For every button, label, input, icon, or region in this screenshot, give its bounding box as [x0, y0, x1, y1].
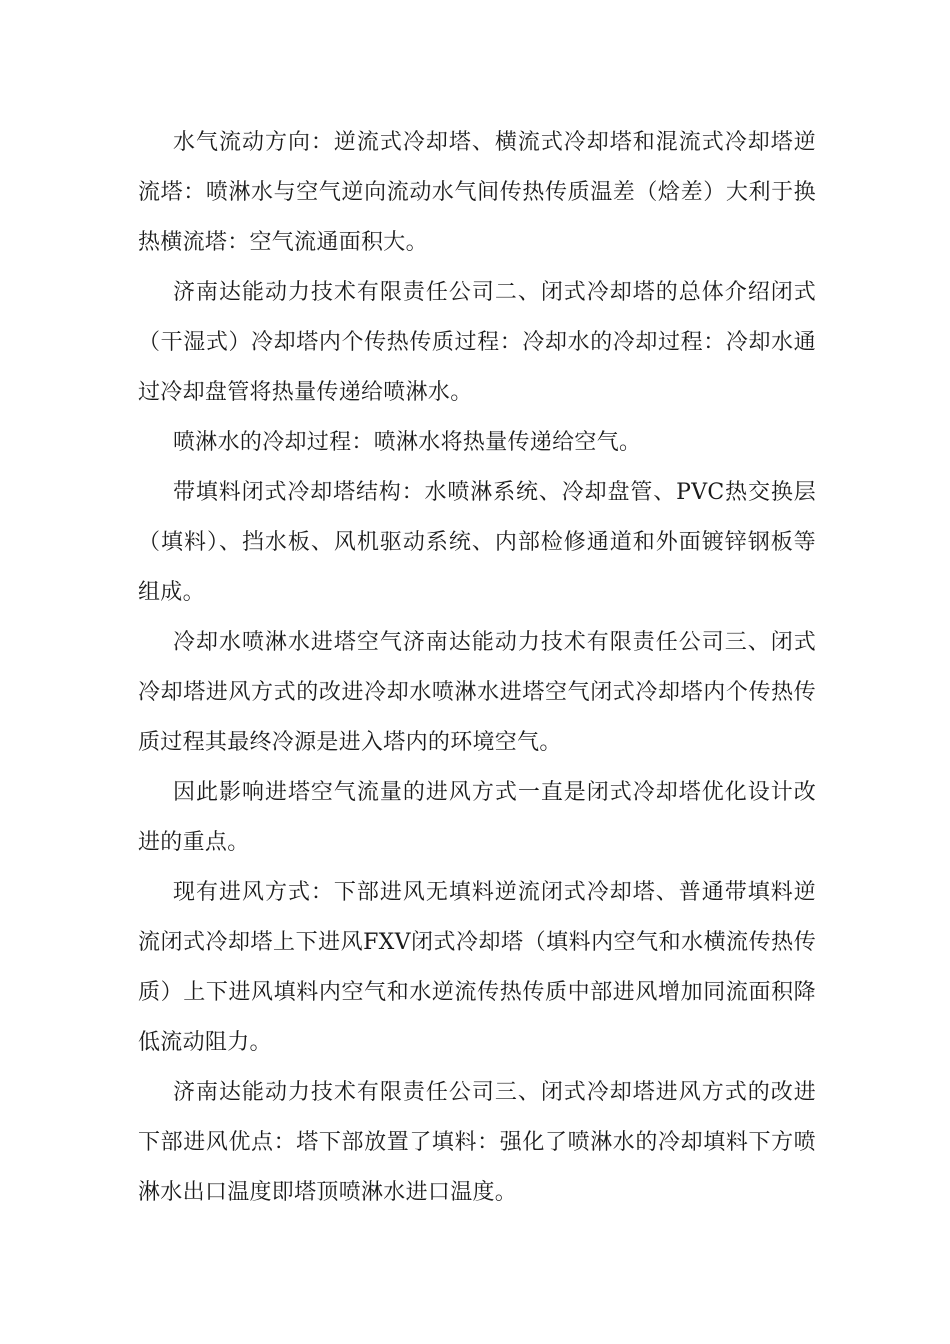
paragraph-airflow-direction: 水气流动方向：逆流式冷却塔、横流式冷却塔和混流式冷却塔逆流塔：喷淋水与空气逆向流动水气间传热传质温差（焓差）大利于换热横流塔：空气流通面积大。 — [138, 130, 816, 255]
paragraph-spray-water-cooling: 喷淋水的冷却过程：喷淋水将热量传递给空气。 — [173, 430, 642, 455]
document-body — [138, 118, 816, 1218]
paragraph-air-inlet-improvement: 冷却水喷淋水进塔空气济南达能动力技术有限责任公司三、闭式冷却塔进风方式的改进冷却水喷淋水进塔空气闭式冷却塔内个传热传质过程其最终冷源是进入塔内的环境空气。 — [138, 630, 816, 755]
paragraph-design-focus: 因此影响进塔空气流量的进风方式一直是闭式冷却塔优化设计改进的重点。 — [138, 780, 816, 855]
paragraph-closed-tower-overview: 济南达能动力技术有限责任公司二、闭式冷却塔的总体介绍闭式（干湿式）冷却塔内个传热传质过程：冷却水的冷却过程：冷却水通过冷却盘管将热量传递给喷淋水。 — [138, 280, 816, 405]
paragraph-tower-structure: 带填料闭式冷却塔结构：水喷淋系统、冷却盘管、PVC热交换层（填料）、挡水板、风机驱动系统、内部检修通道和外面镀锌钢板等组成。 — [138, 480, 816, 605]
paragraph-lower-inlet-advantages: 济南达能动力技术有限责任公司三、闭式冷却塔进风方式的改进下部进风优点：塔下部放置了填料：强化了喷淋水的冷却填料下方喷淋水出口温度即塔顶喷淋水进口温度。 — [138, 1080, 816, 1205]
paragraph-existing-inlet-methods: 现有进风方式：下部进风无填料逆流闭式冷却塔、普通带填料逆流闭式冷却塔上下进风FXV闭式冷却塔（填料内空气和水横流传热传质）上下进风填料内空气和水逆流传热传质中部进风增加同流面积降低流动阻力。 — [138, 880, 816, 1055]
